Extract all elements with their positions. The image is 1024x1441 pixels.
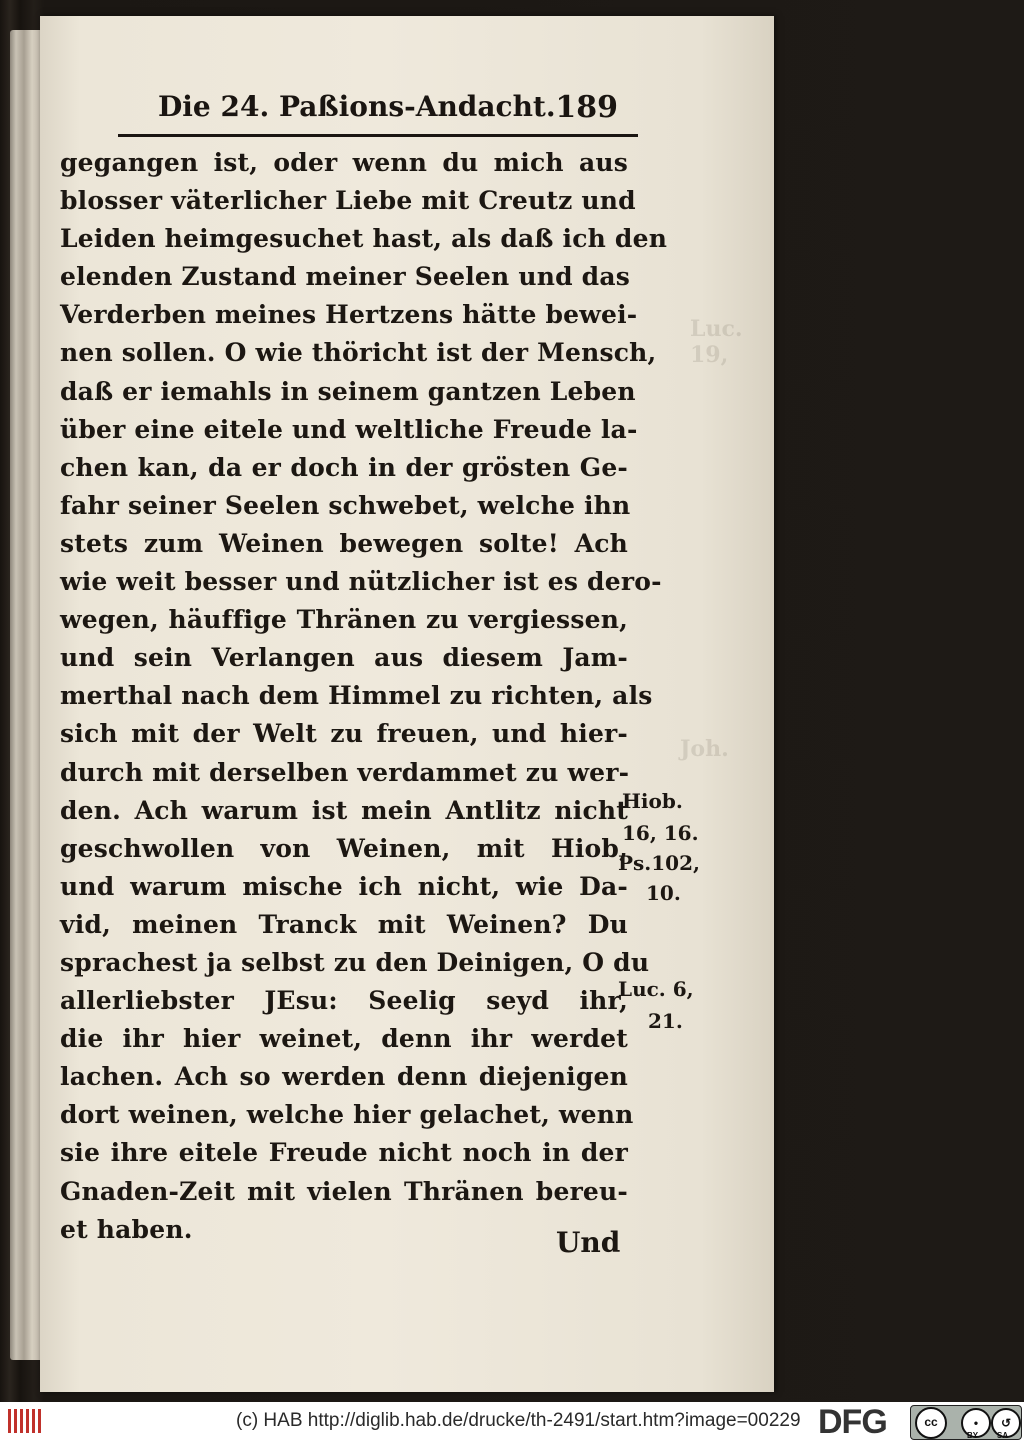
text-line: chen kan, da er doch in der grösten Ge- [60,452,628,482]
bleed-through-mark: Joh. [680,736,729,762]
running-head-title: Die 24. Paßions-Andacht. [158,90,556,123]
text-line: Verderben meines Hertzens hätte bewei- [60,300,638,330]
sa-label: SA [997,1431,1009,1440]
text-line: blosser väterlicher Liebe mit Creutz und [60,186,636,216]
bleed-through-mark: Luc. 19, [690,316,743,368]
text-line: Gnaden-Zeit mit vielen Thränen bereu- [60,1176,628,1206]
margin-note: 21. [648,1009,683,1033]
text-line: vid, meinen Tranck mit Weinen? Du [60,909,628,939]
footer-bar [0,1402,1024,1441]
text-line: gegangen ist, oder wenn du mich aus [60,148,628,177]
text-line: geschwollen von Weinen, mit Hiob, [60,833,628,863]
text-line: allerliebster JEsu: Seelig seyd ihr, [60,986,628,1016]
previous-page-edge [10,30,44,1360]
text-line: sprachest ja selbst zu den Deinigen, O du [60,947,650,977]
creative-commons-badge[interactable] [910,1405,1022,1440]
text-line: merthal nach dem Himmel zu richten, als [60,681,653,711]
page-number: 189 [555,90,618,125]
text-line: durch mit derselben verdammet zu wer- [60,757,630,787]
margin-note: Ps.102, [618,851,700,875]
text-line: Leiden heimgesuchet hast, als daß ich den [60,224,668,254]
text-line: fahr seiner Seelen schwebet, welche ihn [60,490,631,520]
share-alike-icon: ↺ [991,1408,1021,1438]
attribution-icon: • [961,1408,991,1438]
margin-note: 16, 16. [622,821,699,845]
text-line: lachen. Ach so werden denn diejenigen [60,1062,628,1092]
text-line: sich mit der Welt zu freuen, und hier- [60,719,628,749]
text-line: und sein Verlangen aus diesem Jam- [60,643,628,673]
text-line: die ihr hier weinet, denn ihr werdet [60,1024,628,1054]
text-line: den. Ach warum ist mein Antlitz nicht [60,795,628,825]
margin-note: Hiob. [622,789,683,813]
text-line: et haben. [60,1214,193,1244]
margin-note: 10. [646,881,681,905]
text-line: elenden Zustand meiner Seelen und das [60,262,631,292]
catchword: Und [556,1226,621,1259]
library-logo-icon [6,1407,46,1435]
text-line: daß er iemahls in seinem gantzen Leben [60,376,636,406]
margin-note: Luc. 6, [618,977,694,1001]
running-head [118,88,638,137]
text-line: über eine eitele und weltliche Freude la- [60,414,638,444]
dfg-logo: DFG [818,1403,887,1441]
text-line: sie ihre eitele Freude nicht noch in der [60,1138,628,1168]
text-line: nen sollen. O wie thöricht ist der Mensch, [60,338,657,368]
by-label: BY [967,1431,979,1440]
cc-icon: cc [915,1407,947,1439]
copyright-credit: (c) HAB http://diglib.hab.de/drucke/th-2491/start.htm?image=00229 [236,1410,801,1431]
text-line: und warum mische ich nicht, wie Da- [60,871,628,901]
text-line: wegen, häuffige Thränen zu vergiessen, [60,605,628,635]
text-line: dort weinen, welche hier gelachet, wenn [60,1100,634,1130]
text-line: stets zum Weinen bewegen solte! Ach [60,528,628,558]
text-line: wie weit besser und nützlicher ist es dero- [60,567,662,597]
